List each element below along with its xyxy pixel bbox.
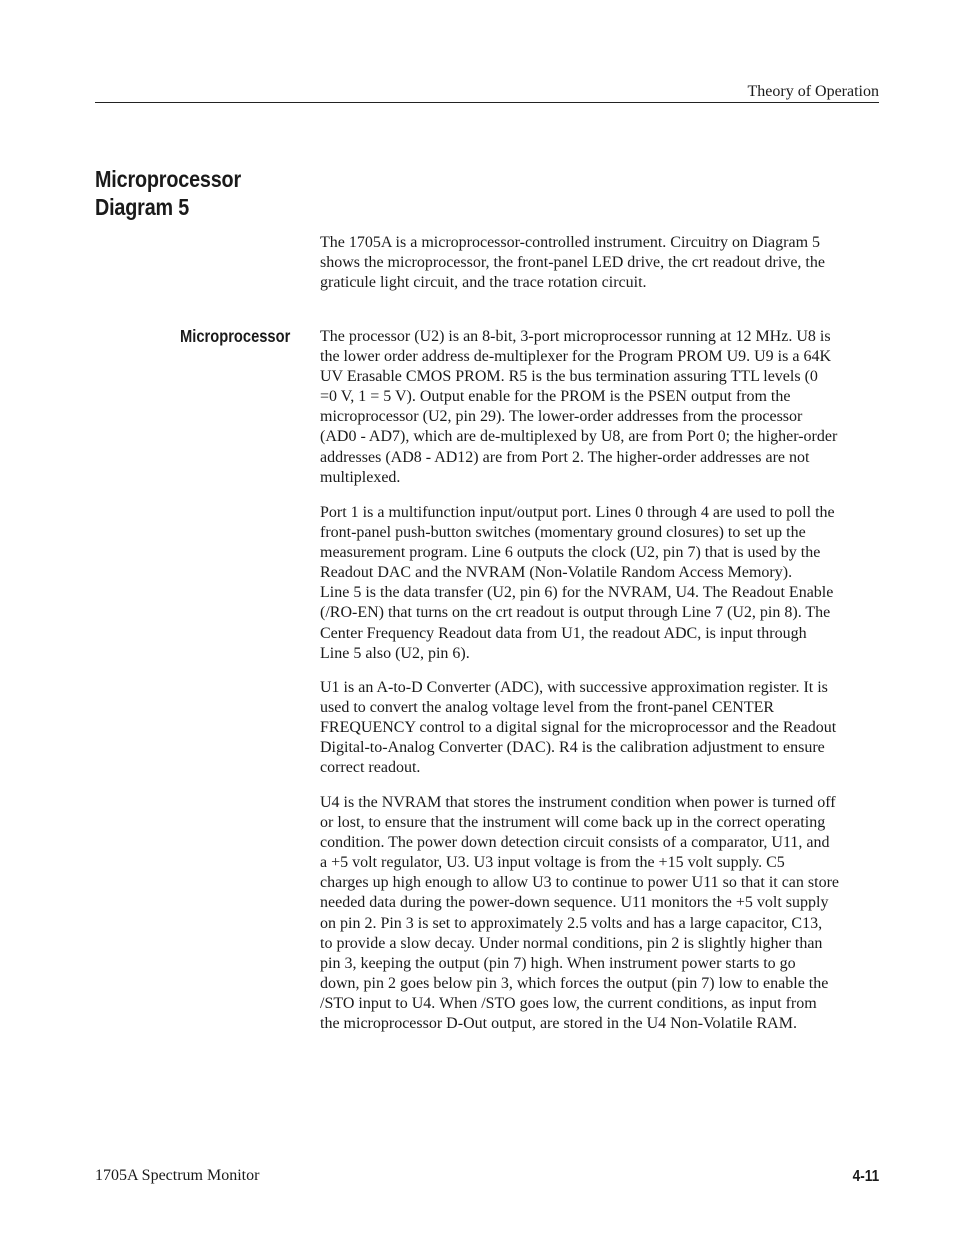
paragraph-line: addresses (AD8 - AD12) are from Port 2. The higher-order addresses are not [320, 448, 810, 466]
paragraph-line: (/RO-EN) that turns on the crt readout is output through Line 7 (U2, pin 8). The [320, 604, 831, 622]
paragraph-line: (AD0 - AD7), which are de-multiplexed by U8, are from Port 0; the higher-order [320, 428, 838, 446]
paragraph-line: or lost, to ensure that the instrument will come back up in the correct operating [320, 814, 826, 832]
intro-line: graticule light circuit, and the trace rotation circuit. [320, 274, 647, 292]
paragraph-line: U1 is an A-to-D Converter (ADC), with successive approximation register. It is [320, 679, 828, 696]
paragraph-line: Digital-to-Analog Converter (DAC). R4 is the calibration adjustment to ensure [320, 739, 825, 757]
paragraph-line: =0 V, 1 = 5 V). Output enable for the PROM is the PSEN output from the [320, 388, 791, 406]
paragraph-line: measurement program. Line 6 outputs the clock (U2, pin 7) that is used by the [320, 544, 821, 562]
paragraph-line: a +5 volt regulator, U3. U3 input voltage is from the +15 volt supply. C5 [320, 854, 785, 872]
paragraph-line: U4 is the NVRAM that stores the instrument condition when power is turned off [320, 794, 836, 811]
paragraph-line: used to convert the analog voltage level from the front-panel CENTER [320, 699, 775, 717]
section-heading-line-2: Diagram 5 [95, 194, 190, 220]
section-heading [95, 165, 241, 221]
paragraph-line: needed data during the power-down sequence. U11 monitors the +5 volt supply [320, 894, 829, 912]
paragraph-line: multiplexed. [320, 468, 401, 486]
subsection-heading: Microprocessor [179, 326, 290, 346]
paragraph-processor [320, 327, 886, 488]
paragraph-line: Center Frequency Readout data from U1, the readout ADC, is input through [320, 624, 807, 642]
paragraph-adc [320, 678, 886, 778]
paragraph-port1 [320, 503, 886, 664]
paragraph-line: pin 3, keeping the output (pin 7) high. When instrument power starts to go [320, 954, 796, 972]
paragraph-line: down, pin 2 goes below pin 3, which forces the output (pin 7) low to enable the [320, 974, 829, 992]
paragraph-line: The processor (U2) is an 8-bit, 3-port microprocessor running at 12 MHz. U8 is [320, 328, 831, 345]
paragraph-line: correct readout. [320, 759, 421, 777]
header-rule [95, 102, 879, 103]
footer-product-name: 1705A Spectrum Monitor [95, 1167, 260, 1184]
intro-paragraph [320, 233, 886, 293]
paragraph-nvram [320, 793, 886, 1034]
paragraph-line: charges up high enough to allow U3 to continue to power U11 so that it can store [320, 874, 840, 892]
paragraph-line: front-panel push-button switches (momentary ground closures) to set up the [320, 524, 806, 542]
paragraph-line: microprocessor (U2, pin 29). The lower-order addresses from the processor [320, 408, 803, 426]
paragraph-line: to provide a slow decay. Under normal conditions, pin 2 is slightly higher than [320, 934, 823, 952]
running-header: Theory of Operation [747, 83, 879, 100]
paragraph-line: UV Erasable CMOS PROM. R5 is the bus termination assuring TTL levels (0 [320, 368, 818, 386]
paragraph-line: on pin 2. Pin 3 is set to approximately 2.5 volts and has a large capacitor, C13, [320, 914, 823, 932]
footer-page-number: 4-11 [852, 1168, 879, 1185]
paragraph-line: Port 1 is a multifunction input/output port. Lines 0 through 4 are used to poll the [320, 504, 835, 521]
intro-line: shows the microprocessor, the front-panel LED drive, the crt readout drive, the [320, 254, 825, 272]
paragraph-line: Line 5 is the data transfer (U2, pin 6) for the NVRAM, U4. The Readout Enable [320, 584, 834, 602]
paragraph-line: FREQUENCY control to a digital signal for the microprocessor and the Readout [320, 719, 837, 737]
paragraph-line: the lower order address de-multiplexer for the Program PROM U9. U9 is a 64K [320, 348, 831, 366]
intro-line: The 1705A is a microprocessor-controlled instrument. Circuitry on Diagram 5 [320, 234, 821, 251]
paragraph-line: /STO input to U4. When /STO goes low, the current conditions, as input from [320, 994, 817, 1012]
paragraph-line: Readout DAC and the NVRAM (Non-Volatile Random Access Memory). [320, 564, 793, 582]
paragraph-line: condition. The power down detection circuit consists of a comparator, U11, and [320, 834, 830, 852]
paragraph-line: the microprocessor D-Out output, are stored in the U4 Non-Volatile RAM. [320, 1015, 797, 1033]
section-heading-line-1: Microprocessor [95, 166, 241, 192]
paragraph-line: Line 5 also (U2, pin 6). [320, 644, 470, 662]
